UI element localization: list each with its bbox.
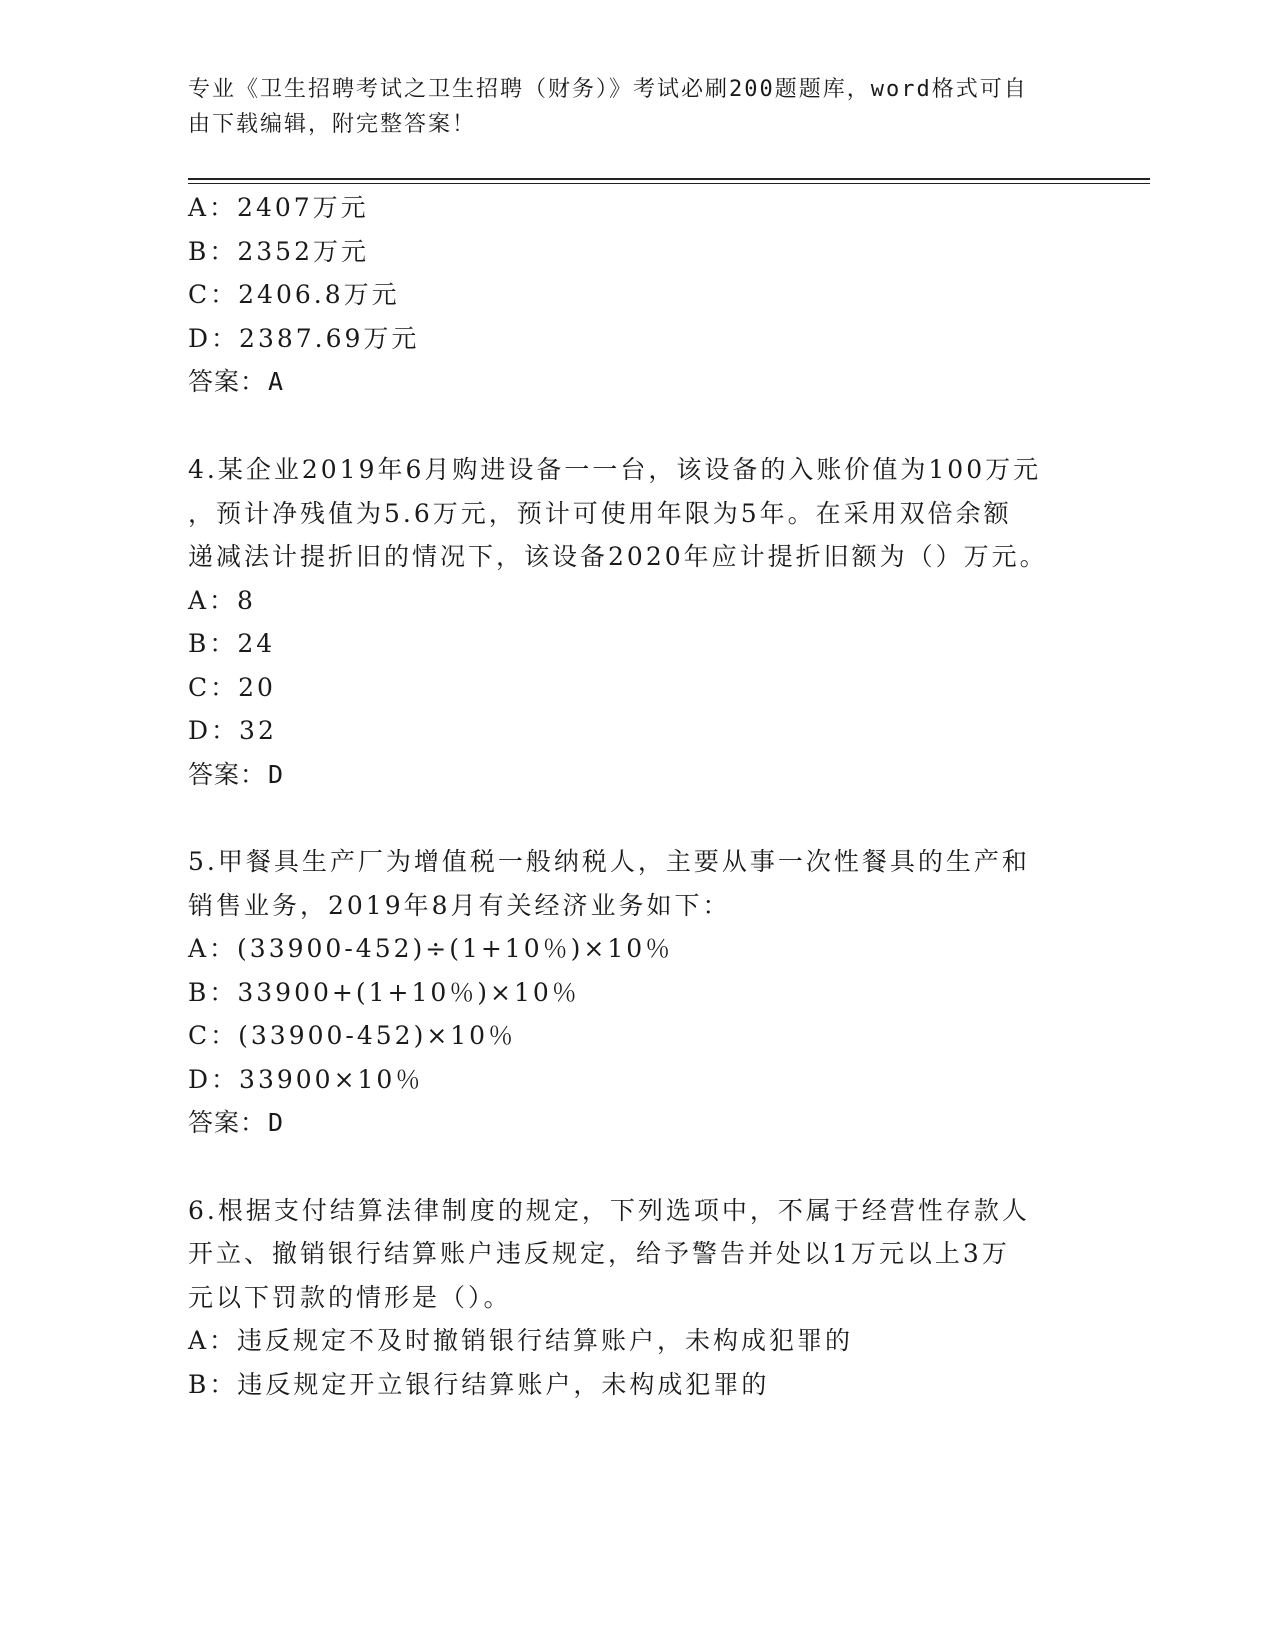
header-rule-thin [188,183,1150,184]
answer-value: D [268,1108,285,1137]
answer-value: A [268,367,285,396]
answer-label: 答案： [188,760,267,789]
q3-option-d: D：2387.69万元 [188,324,420,353]
q6-stem-line-3: 元以下罚款的情形是（）。 [188,1283,512,1312]
header-line-1: 专业《卫生招聘考试之卫生招聘（财务）》考试必刷200题题库，word格式可自 [188,77,1028,102]
q5-option-b: B：33900+(1+10％)×10％ [188,978,580,1007]
q5-option-a: A：(33900-452)÷(1+10％)×10％ [188,934,674,963]
q4-option-d: D：32 [188,716,277,745]
q3-answer [188,367,284,397]
document-header [188,72,1068,142]
q6-option-a: A：违反规定不及时撤销银行结算账户，未构成犯罪的 [188,1326,854,1355]
q6-stem-line-1: 6.根据支付结算法律制度的规定，下列选项中，不属于经营性存款人 [188,1196,1030,1225]
q3-option-b: B：2352万元 [188,237,369,266]
q4-stem-line-1: 4.某企业2019年6月购进设备一一台，该设备的入账价值为100万元 [188,455,1042,484]
q6-stem-line-2: 开立、撤销银行结算账户违反规定，给予警告并处以1万元以上3万 [188,1239,1010,1268]
q5-stem-line-1: 5.甲餐具生产厂为增值税一般纳税人，主要从事一次性餐具的生产和 [188,847,1030,876]
q4-option-a: A：8 [188,586,256,615]
header-line-2: 由下载编辑，附完整答案！ [188,112,477,137]
q4-stem-line-3: 递减法计提折旧的情况下，该设备2020年应计提折旧额为（）万元。 [188,542,1048,571]
q4-option-b: B：24 [188,629,276,658]
q4-answer [188,760,284,790]
header-rule-thick [188,178,1150,180]
q6-option-b: B：违反规定开立银行结算账户，未构成犯罪的 [188,1370,770,1399]
q4-option-c: C：20 [188,673,276,702]
q3-option-c: C：2406.8万元 [188,280,400,309]
q3-option-a: A：2407万元 [188,193,369,222]
answer-label: 答案： [188,367,267,396]
q4-stem-line-2: ，预计净残值为5.6万元，预计可使用年限为5年。在采用双倍余额 [188,499,1012,528]
q5-answer [188,1108,284,1138]
q5-option-d: D：33900×10％ [188,1065,424,1094]
q5-stem-line-2: 销售业务，2019年8月有关经济业务如下： [188,891,731,920]
answer-value: D [268,760,285,789]
answer-label: 答案： [188,1108,267,1137]
q5-option-c: C：(33900-452)×10％ [188,1021,517,1050]
